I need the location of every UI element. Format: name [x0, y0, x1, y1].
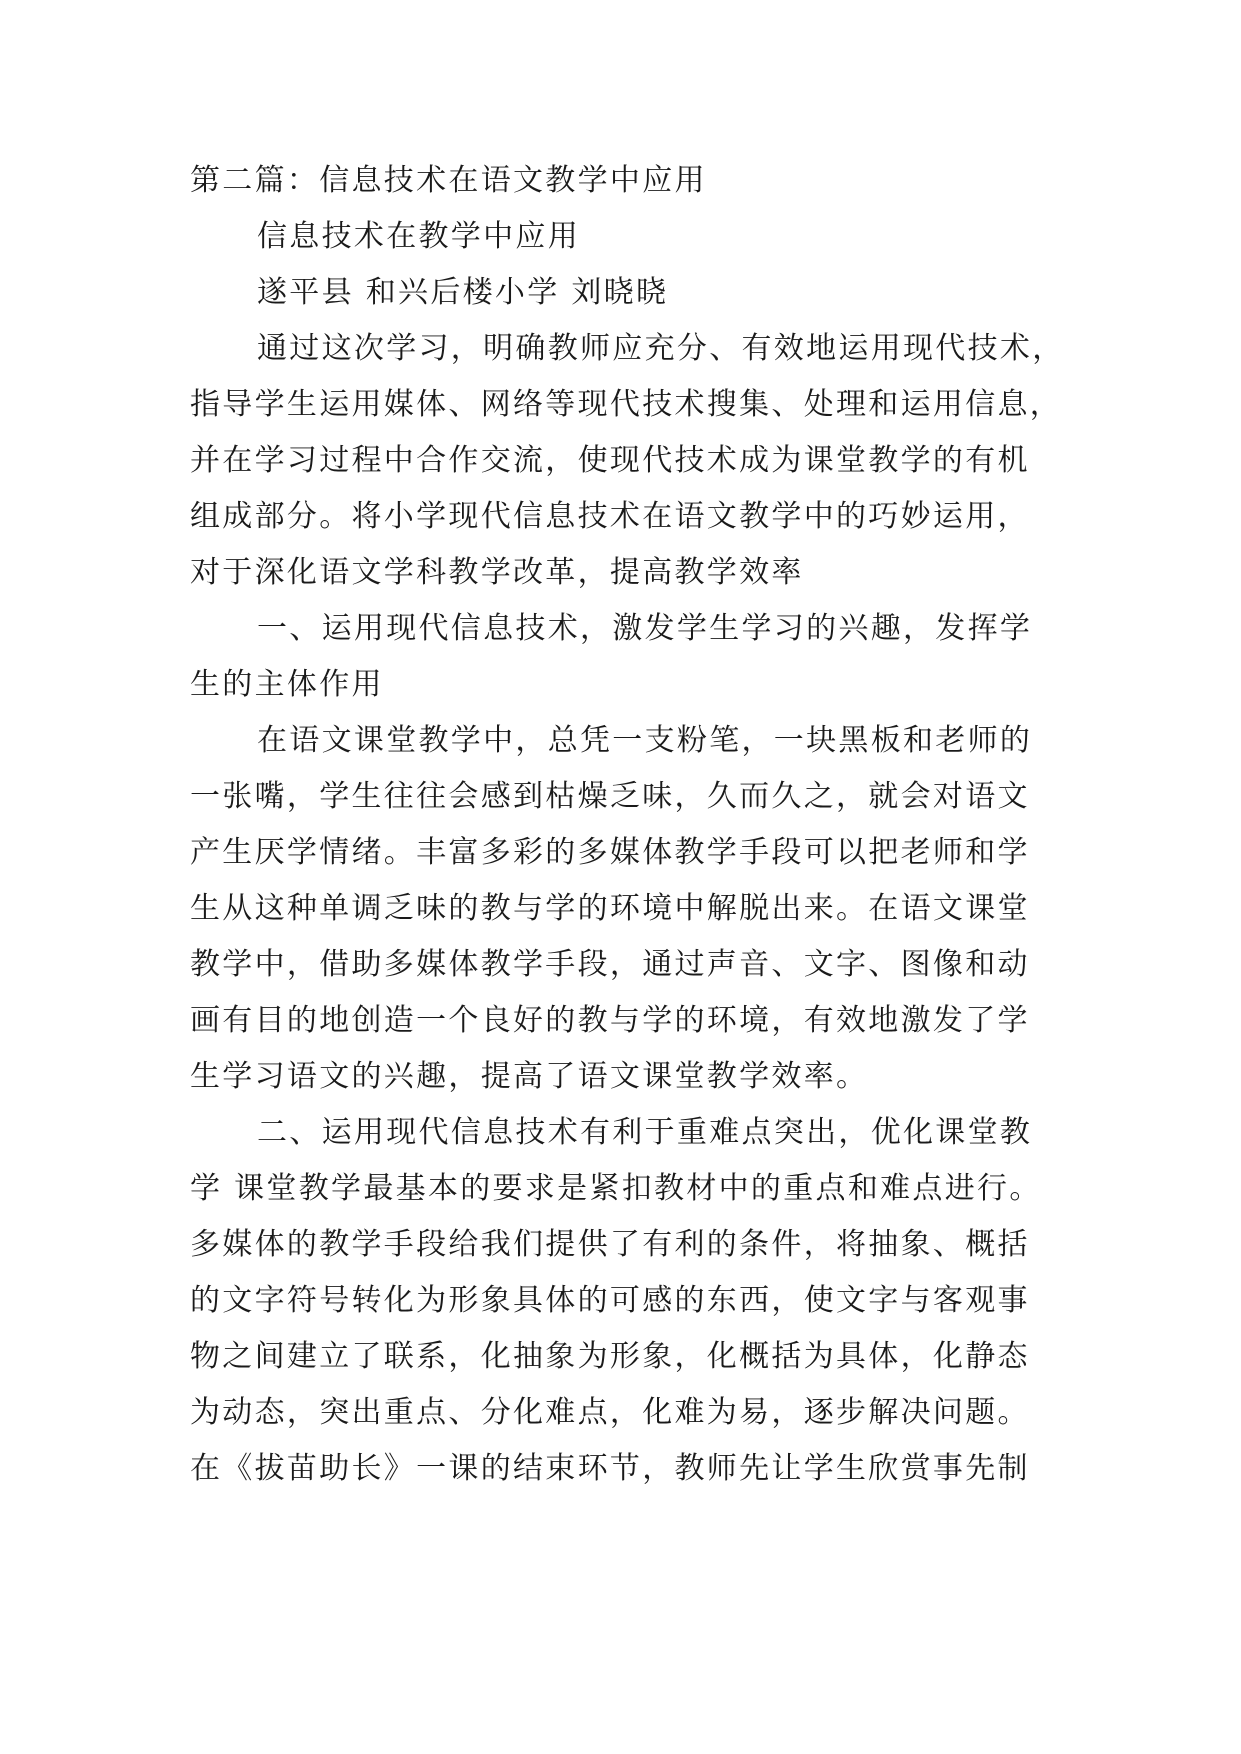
paragraph-line: 的文字符号转化为形象具体的可感的东西，使文字与客观事 — [190, 1283, 1030, 1318]
article-title: 信息技术在教学中应用 — [257, 219, 580, 254]
paragraph-line: 物之间建立了联系，化抽象为形象，化概括为具体，化静态 — [190, 1339, 1030, 1374]
subheading-line: 二、运用现代信息技术有利于重难点突出，优化课堂教 — [257, 1115, 1033, 1150]
document-body — [190, 153, 1065, 1497]
paragraph-line: 产生厌学情绪。丰富多彩的多媒体教学手段可以把老师和学 — [190, 835, 1030, 870]
paragraph-line: 生从这种单调乏味的教与学的环境中解脱出来。在语文课堂 — [190, 891, 1030, 926]
paragraph-line: 生学习语文的兴趣，提高了语文课堂教学效率。 — [190, 1059, 869, 1094]
paragraph-line: 组成部分。将小学现代信息技术在语文教学中的巧妙运用， — [190, 499, 1030, 534]
paragraph-line: 通过这次学习，明确教师应充分、有效地运用现代技术， — [257, 331, 1065, 366]
subheading-line: 一、运用现代信息技术，激发学生学习的兴趣，发挥学 — [257, 611, 1033, 646]
section-heading: 第二篇：信息技术在语文教学中应用 — [190, 163, 707, 198]
paragraph-line: 在《拔苗助长》一课的结束环节，教师先让学生欣赏事先制 — [190, 1451, 1030, 1486]
paragraph-line: 指导学生运用媒体、网络等现代技术搜集、处理和运用信息， — [190, 387, 1063, 422]
paragraph-line: 一张嘴，学生往往会感到枯燥乏味，久而久之，就会对语文 — [190, 779, 1030, 814]
paragraph-line: 教学中，借助多媒体教学手段，通过声音、文字、图像和动 — [190, 947, 1030, 982]
subheading-line: 生的主体作用 — [190, 667, 384, 702]
paragraph-line: 在语文课堂教学中，总凭一支粉笔，一块黑板和老师的 — [257, 723, 1033, 758]
paragraph-line: 画有目的地创造一个良好的教与学的环境，有效地激发了学 — [190, 1003, 1030, 1038]
paragraph-line: 多媒体的教学手段给我们提供了有利的条件，将抽象、概括 — [190, 1227, 1030, 1262]
author-line: 遂平县 和兴后楼小学 刘晓晓 — [257, 275, 669, 310]
paragraph-line: 学 课堂教学最基本的要求是紧扣教材中的重点和难点进行。 — [190, 1171, 1042, 1206]
paragraph-line: 为动态，突出重点、分化难点，化难为易，逐步解决问题。 — [190, 1395, 1030, 1430]
paragraph-line: 并在学习过程中合作交流，使现代技术成为课堂教学的有机 — [190, 443, 1030, 478]
paragraph-line: 对于深化语文学科教学改革，提高教学效率 — [190, 555, 804, 590]
